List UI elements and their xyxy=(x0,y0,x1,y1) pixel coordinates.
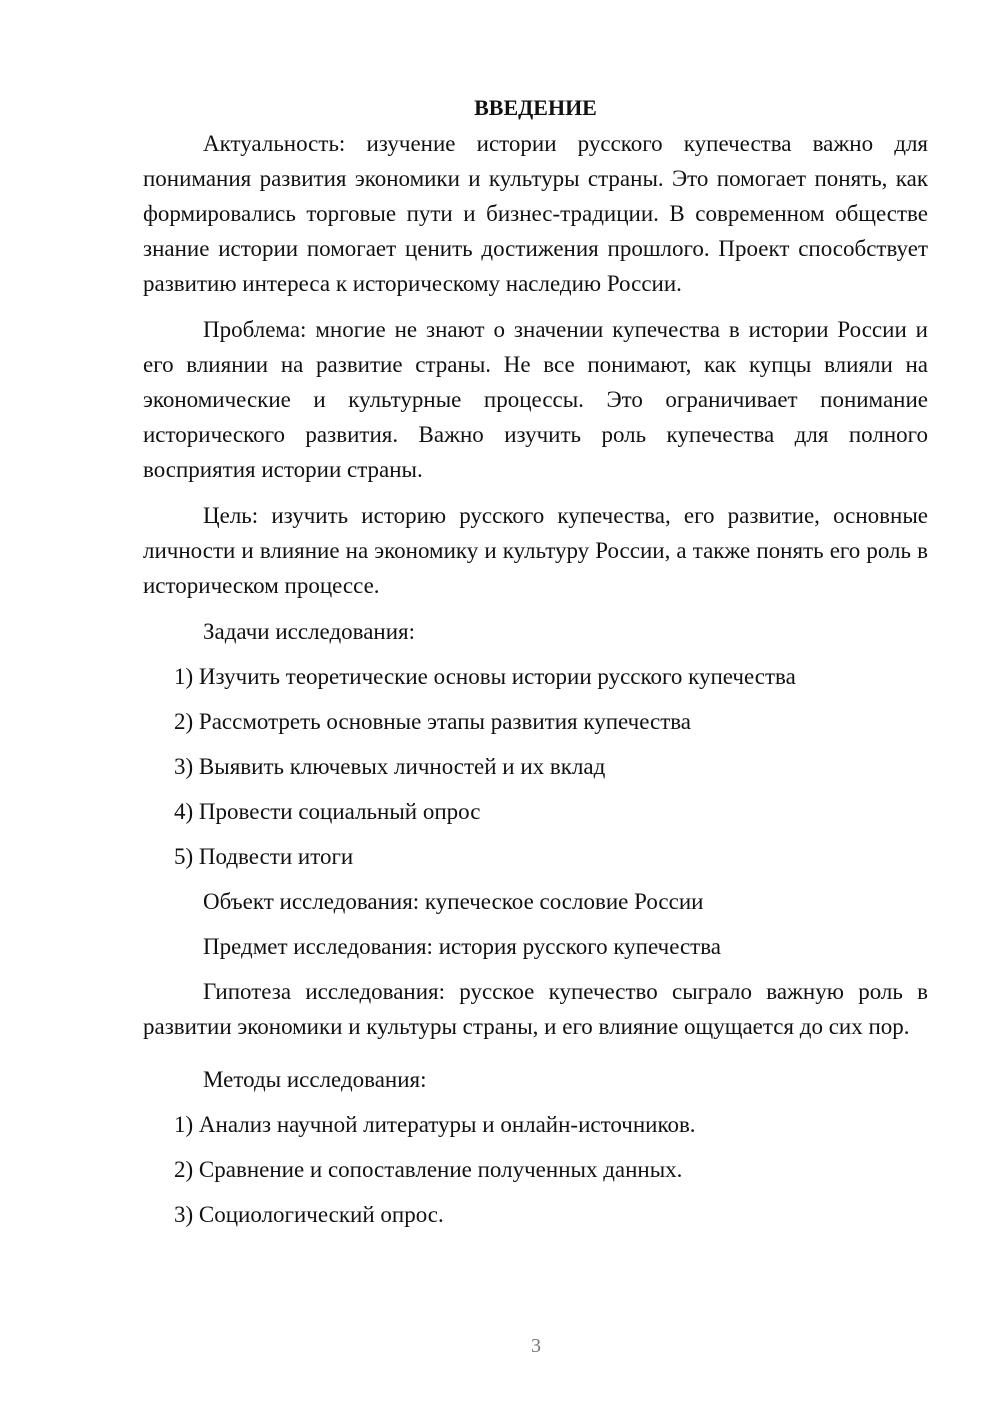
task-item: 3) Выявить ключевых личностей и их вклад xyxy=(174,754,606,779)
problem-paragraph: Проблема: многие не знают о значении купечества в истории России и его влиянии на развитие страны. Не все понимают, как купцы влияли на экономические и культурные процессы. Это ограничивает понимание исторического развития. Важно изучить роль купечества для полного восприятия истории страны. xyxy=(143,317,928,482)
method-item: 3) Социологический опрос. xyxy=(174,1202,444,1227)
task-item: 1) Изучить теоретические основы истории русского купечества xyxy=(174,664,796,689)
section-heading: ВВЕДЕНИЕ xyxy=(474,95,597,120)
method-item: 2) Сравнение и сопоставление полученных данных. xyxy=(174,1157,683,1182)
task-item: 2) Рассмотреть основные этапы развития купечества xyxy=(174,709,692,734)
method-item: 1) Анализ научной литературы и онлайн-источников. xyxy=(174,1112,696,1137)
methods-label: Методы исследования: xyxy=(203,1067,427,1092)
tasks-label: Задачи исследования: xyxy=(203,619,416,644)
page-number: 3 xyxy=(531,1335,541,1357)
hypothesis-paragraph: Гипотеза исследования: русское купечество сыграло важную роль в развитии экономики и культуры страны, и его влияние ощущается до сих пор. xyxy=(143,979,928,1039)
object-line: Объект исследования: купеческое сословие России xyxy=(203,889,704,914)
relevance-paragraph: Актуальность: изучение истории русского купечества важно для понимания развития экономики и культуры страны. Это помогает понять, как формировались торговые пути и бизнес-традиции. В современном обществе знание истории помогает ценить достижения прошлого. Проект способствует развитию интереса к историческому наследию России. xyxy=(143,131,928,296)
task-item: 5) Подвести итоги xyxy=(174,844,354,869)
page-content xyxy=(143,92,928,1242)
goal-paragraph: Цель: изучить историю русского купечества, его развитие, основные личности и влияние на экономику и культуру России, а также понять его роль в историческом процессе. xyxy=(143,503,928,598)
task-item: 4) Провести социальный опрос xyxy=(174,799,481,824)
subject-line: Предмет исследования: история русского купечества xyxy=(203,934,721,959)
